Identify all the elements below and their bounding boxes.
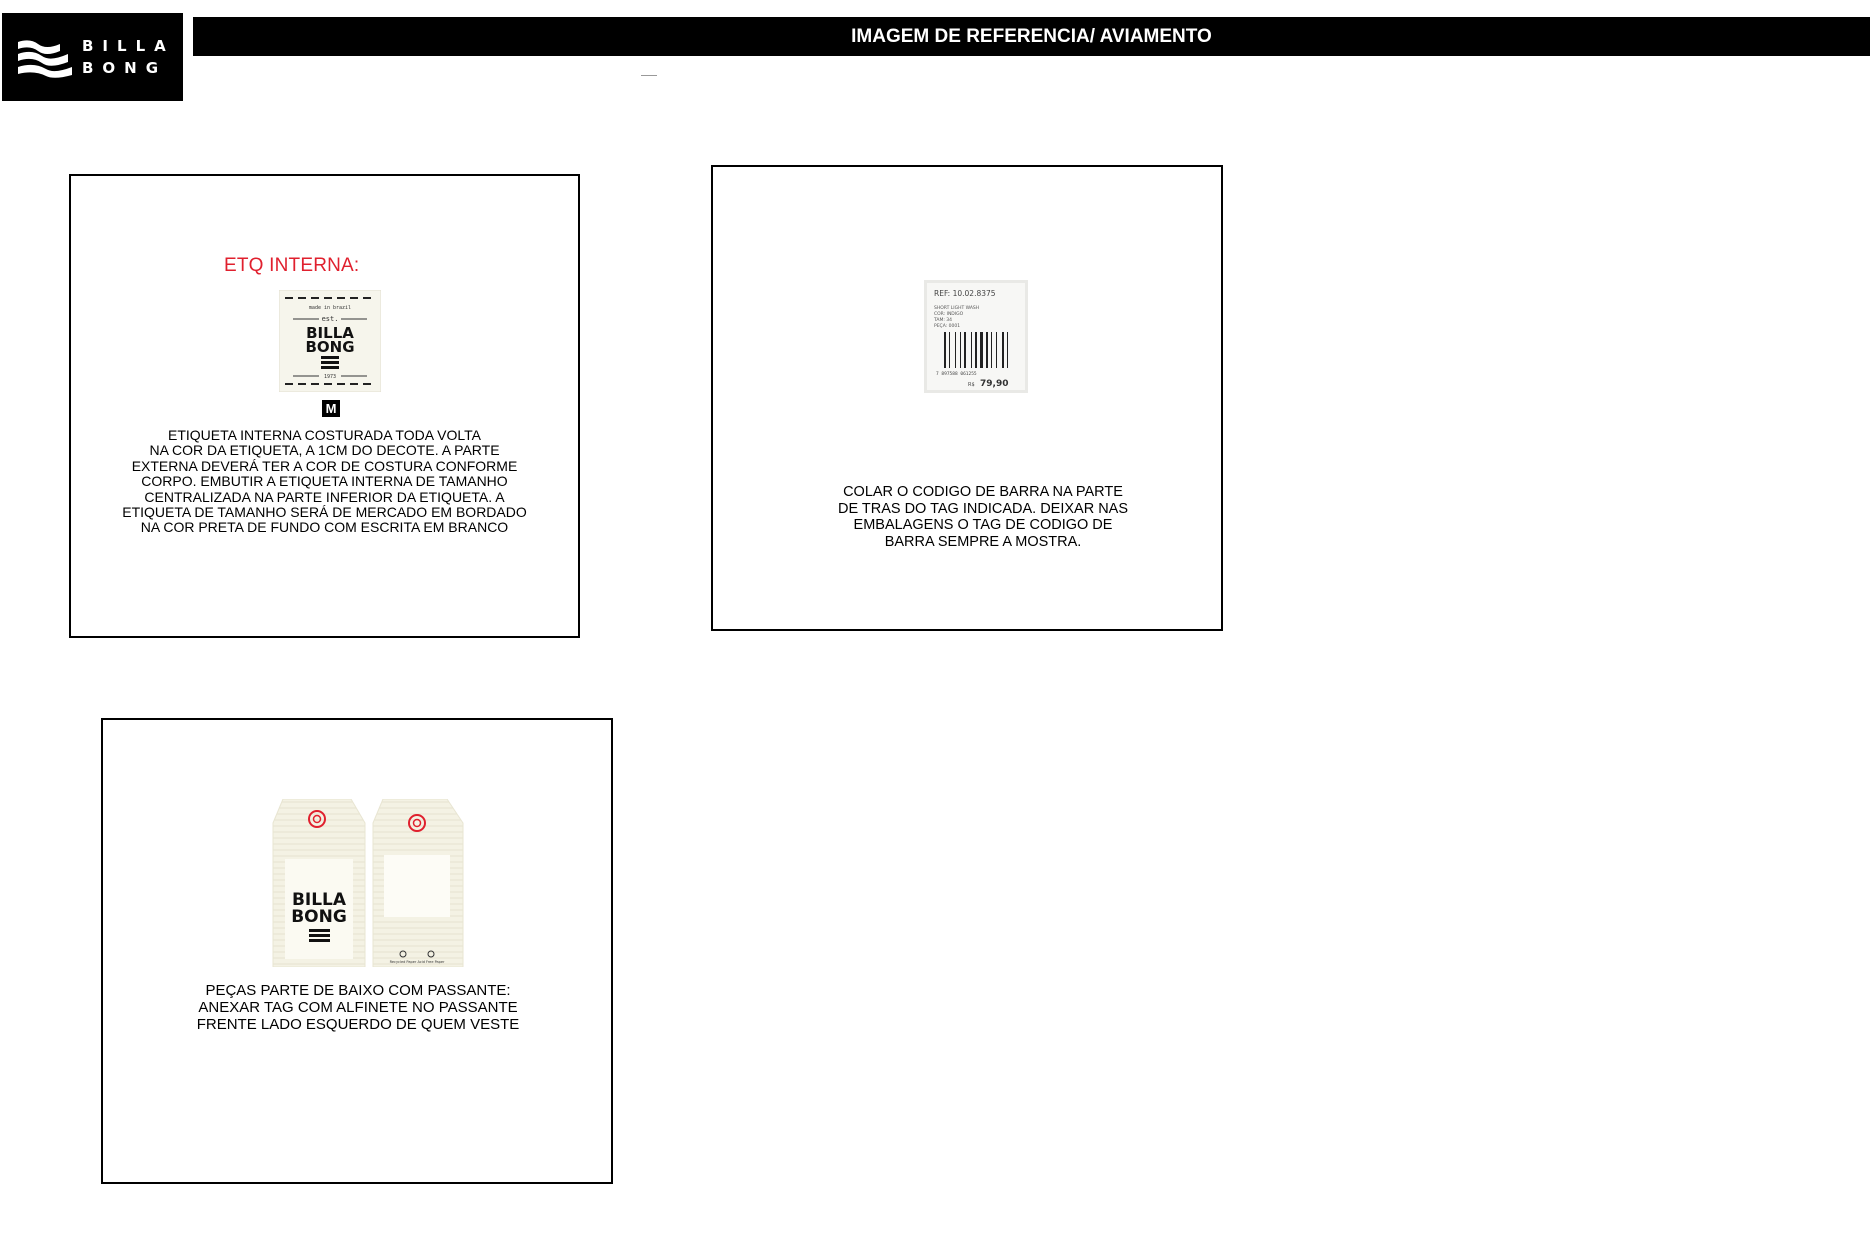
barcode-detail-4: PEÇA: 0001	[934, 324, 961, 329]
internal-label-heading: ETQ INTERNA:	[224, 255, 360, 276]
barcode-ref-text: REF: 10.02.8375	[934, 289, 996, 298]
barcode-bar	[955, 332, 956, 368]
hang-tag-brand-top: BILLA	[291, 890, 347, 910]
barcode-bar	[996, 332, 997, 368]
barcode-tag-image	[924, 280, 1028, 393]
barcode-price-text: 79,90	[980, 379, 1009, 389]
size-tag: M	[322, 400, 340, 417]
hang-tag-wave-icon	[309, 929, 330, 942]
internal-label-panel	[69, 174, 580, 638]
page-title: IMAGEM DE REFERENCIA/ AVIAMENTO	[193, 17, 1870, 56]
hang-tag-panel	[101, 718, 613, 1184]
barcode-detail-1: SHORT LIGHT WASH	[934, 306, 980, 311]
hang-tag-brand-bottom: BONG	[291, 907, 347, 927]
barcode-bar	[991, 332, 992, 368]
brand-top-text: BILLA	[82, 37, 175, 55]
barcode-panel	[711, 165, 1223, 631]
divider	[641, 75, 657, 76]
label-est-text: est.	[321, 315, 339, 323]
barcode-detail-2: COR: INDIGO	[934, 312, 964, 317]
brand-logo	[2, 13, 183, 101]
barcode-number-text: 7 897588 061255	[936, 372, 977, 377]
barcode-price-prefix: R$	[968, 382, 975, 388]
barcode-bar	[1007, 332, 1008, 368]
recycled-paper-text: Recycled Paper	[389, 960, 417, 964]
internal-label-image	[279, 290, 381, 392]
barcode-bar	[944, 332, 946, 368]
barcode-detail-3: TAM: 34	[934, 318, 953, 323]
label-year-text: 1973	[323, 374, 337, 380]
barcode-bar	[986, 332, 988, 368]
barcode-bar	[980, 332, 983, 368]
label-wave-icon	[321, 356, 339, 369]
barcode-bar	[1002, 332, 1004, 368]
barcode-bar	[960, 332, 961, 368]
label-brand-bottom-text: BONG	[305, 338, 355, 356]
brand-bottom-text: BONG	[82, 59, 168, 77]
barcode-bar	[975, 332, 977, 368]
label-brand-top-text: BILLA	[306, 324, 354, 342]
hang-tag-description: PEÇAS PARTE DE BAIXO COM PASSANTE: ANEXAR TAG COM ALFINETE NO PASSANTE FRENTE LADO ESQUERDO DE QUEM VESTE	[196, 982, 520, 1033]
label-made-in-text: made in brazil	[308, 305, 352, 311]
billabong-wave-icon	[16, 38, 74, 78]
hang-tag-image	[271, 799, 471, 967]
internal-label-description: ETIQUETA INTERNA COSTURADA TODA VOLTA NA COR DA ETIQUETA, A 1CM DO DECOTE. A PARTE EXTERNA DEVERÁ TER A COR DE COSTURA CONFORME CORPO. EMBUTIR A ETIQUETA INTERNA DE TAMANHO CENTRALIZADA NA PARTE INFERIOR DA ETIQUETA. A ETIQUETA DE TAMANHO SERÁ DE MERCADO EM BORDADO NA COR PRETA DE FUNDO COM ESCRITA EM BRANCO	[122, 427, 527, 536]
barcode-bar	[964, 332, 966, 368]
acid-free-paper-text: Acid Free Paper	[417, 960, 445, 964]
brand-wordmark	[82, 35, 175, 79]
barcode-description: COLAR O CODIGO DE BARRA NA PARTE DE TRAS DO TAG INDICADA. DEIXAR NAS EMBALAGENS O TAG DE CODIGO DE BARRA SEMPRE A MOSTRA.	[837, 484, 1129, 550]
barcode-bar	[949, 332, 950, 368]
barcode-bar	[971, 332, 972, 368]
